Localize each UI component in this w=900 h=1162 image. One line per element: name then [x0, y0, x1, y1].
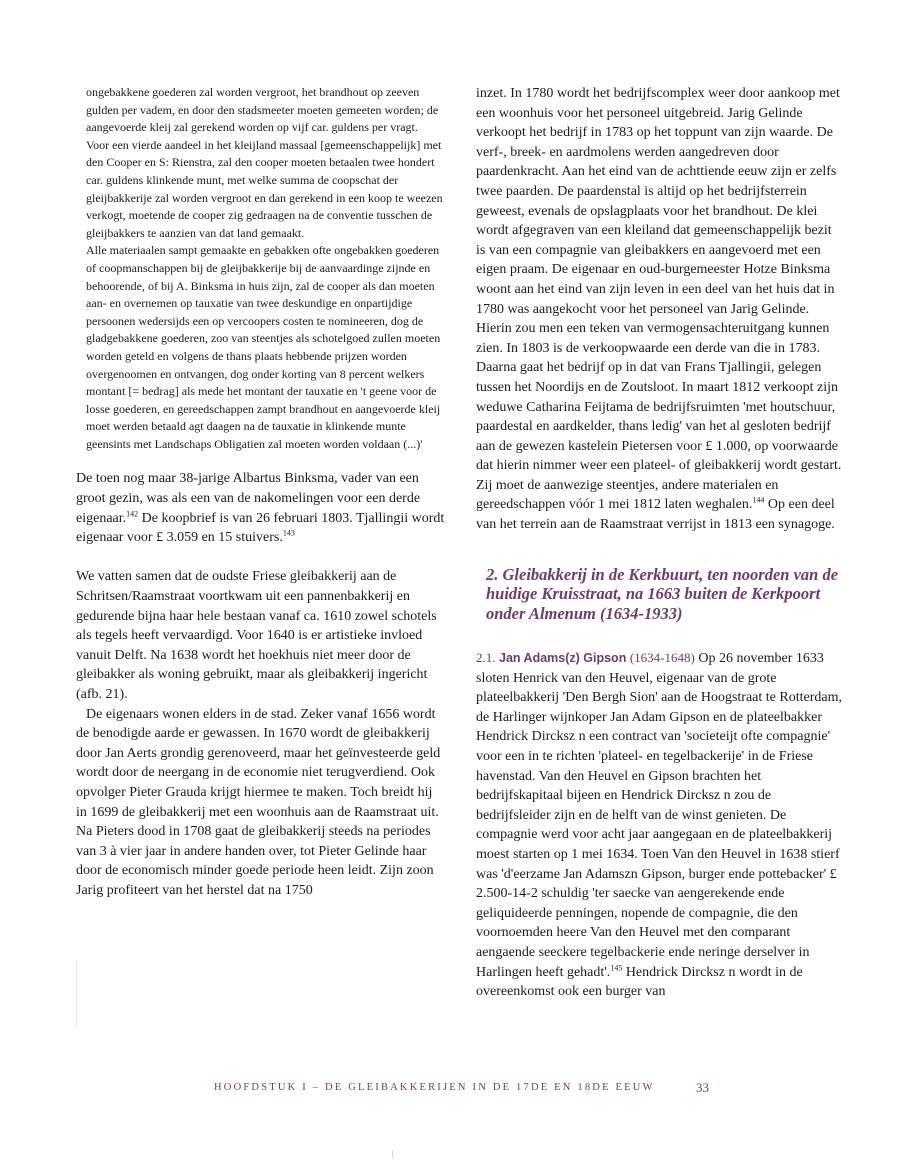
page-number: 33 — [696, 1080, 709, 1095]
footnote-ref[interactable]: 145 — [610, 962, 623, 972]
body-paragraph: De toen nog maar 38-jarige Albartus Binksma, vader van een groot gezin, was als een van de nakomelingen voor een derde eigenaar.$^{142}$ De koopbrief is van 26 februari 1803. Tjallingii wordt eigenaar voor £ 3.059 en 15 stuivers.$^{143}$ — [76, 471, 445, 546]
footnote-ref[interactable]: 143 — [282, 528, 295, 538]
footnote-ref[interactable]: 144 — [752, 495, 765, 505]
subsection-number: 2.1. — [476, 650, 496, 666]
footnote-ref[interactable]: 142 — [126, 509, 139, 518]
block-quote — [76, 84, 446, 453]
body-paragraph: De eigenaars wonen elders in de stad. Zeker vanaf 1656 wordt de benodigde aarde er gewassen. In 1670 wordt de gleibakkerij door Jan Aerts grondig gerenoveerd, maar het geïnvesteerde geld wordt door de neergang in de economie niet terugverdiend. Ook opvolger Pieter Grauda krijgt hiermee te maken. Toch breidt hij in 1699 de gleibakkerij met een woonhuis aan de Raamstraat uit. Na Pieters dood in 1708 gaat de gleibakkerij steeds na periodes van 3 à vier jaar in andere handen over, tot Pieter Gelinde haar door de economisch minder goede periode heen leidt. Zijn zoon Jarig profiteert van het herstel dat na 1750 — [76, 706, 441, 898]
body-paragraph: 2.1. Jan Adams(z) Gipson (1634-1648) Op 26 november 1633 sloten Henrick van den Heuvel, eigenaar van de grote plateelbakkerij 'Den Bergh Sion' aan de Hoogstraat te Rotterdam, de Harlinger wijnkoper Jan Adam Gipson en de plateelbakker Hendrick Dircksz n een contract van 'societeijt ofte compagnie' voor een in te richten 'plateel- en tegelbackerije' in de Friese havenstad. Van den Heuvel en Gipson brachten het bedrijfskapitaal bijeen en Hendrick Dircksz n zou de bedrijfsleider zijn en de helft van de winst genieten. De compagnie werd voor acht jaar aangegaan en de plateelbakkerij moest starten op 1 mei 1634. Toen Van den Heuvel in 1638 stierf was 'd'eerzame Jan Adamszn Gipson, burger ende pottebacker' £ 2.500-14-2 schuldig 'ter saecke van aengerekende ende geliquideerde penningen, nopende de compagnie, die den voornoemden heere Van den Heuvel met den comparant aengaende seeckere tegelbackerie ende neringe derselver in Harlingen heeft gehadt'.$^{145}$ Hendrick Dircksz n wordt in de overeenkomst ook een burger van — [476, 650, 842, 1000]
margin-rule — [76, 960, 77, 1028]
crop-mark — [392, 1150, 393, 1158]
section-heading: 2. Gleibakkerij in de Kerkbuurt, ten noorden van de huidige Kruisstraat, na 1663 buiten de Kerkpoort onder Almenum (1634-1933) — [486, 564, 839, 624]
body-paragraph: We vatten samen dat de oudste Friese gleibakkerij aan de Schritsen/Raamstraat voortkwam uit een pannenbakkerij en gedurende bijna haar hele bestaan vanaf ca. 1610 zowel schotels als tegels heeft vervaardigd. Voor 1640 is er artistieke invloed vanuit Delft. Na 1638 wordt het hoekhuis niet meer door de gleibakker als woning gebruikt, maar als gleibakkerij ingericht (afb. 21). — [76, 569, 437, 702]
left-column — [76, 84, 446, 901]
quote-paragraph: Voor een vierde aandeel in het kleijland massaal [gemeenschappelijk] met den Cooper en S: Rienstra, zal den cooper moeten betaalen twee hondert car. guldens klinkende munt, met welke summa de coopschat der gleijbakkerije zal worden vergroot en dan gerekend in een koop te weezen verkogt, moetende de cooper zig gedraagen na de conventie tusschen de gleijbakkers te aanzien van dat land gemaakt. — [86, 137, 443, 240]
subsection-title: Jan Adams(z) Gipson — [499, 651, 627, 666]
right-column — [476, 84, 842, 1002]
quote-paragraph: ongebakkene goederen zal worden vergroot, het brandhout op zeeven gulden per vadem, en door den stadsmeeter moeten gemeeten worden; de aangevoerde kleij zal gerekend worden op vijf car. guldens per vragt. — [86, 85, 439, 135]
quote-paragraph: Alle materiaalen sampt gemaakte en gebakken ofte ongebakken goederen of coopmanschappen bij de gleijbakkerije bij de aanvaardinge zijnde en behoorende, of bij A. Binksma in huis zijn, zal de cooper als dan moeten aan- en overnemen op tauxatie van twee deskundige en onpartijdige persoonen wedersijds een op vercoopers costen te nomineeren, dog de gladgebakkene goederen, zoo van steentjes als schotelgoed zullen moeten worden geteld en volgens de thans plaats hebbende prijzen worden overgenoomen en ontvangen, dog onder korting van 8 percent welkers montant [= bedrag] als mede het montant der tauxatie en 't geene voor de losse goederen, en gereedschappen zampt brandhout en aangevoerde kleij moet werden betaald agt daagen na de tauxatie in klinkende munte geensints met Landschaps Obligatien zal moeten worden voldaan (...)' — [86, 243, 441, 451]
subsection-years: (1634-1648) — [629, 650, 695, 666]
running-head: HOOFDSTUK I – DE GLEIBAKKERIJEN IN DE 17DE EN 18DE EEUW — [214, 1082, 655, 1093]
body-paragraph: inzet. In 1780 wordt het bedrijfscomplex weer door aankoop met een woonhuis voor het personeel uitgebreid. Jarig Gelinde verkoopt het bedrijf in 1783 op het toppunt van zijn waarde. De verf-, breek- en aardmolens werden aangedreven door paardenkracht. Aan het eind van de achttiende eeuw zijn er zelfs twee paarden. De paardenstal is altijd op het bedrijfsterrein geweest, evenals de opslagplaats voor het brandhout. De klei wordt afgegraven van een kleiland dat gemeenschappelijk bezit is van een compagnie van gleibakkers en aangevoerd met een eigen praam. De eigenaar en oud-burgemeester Hotze Binksma woont aan het eind van zijn leven in een deel van het huis dat in 1780 was aangekocht voor het personeel van Jarig Gelinde. Hierin zou men een teken van vermogensachteruitgang kunnen zien. In 1803 is de verkoopwaarde een derde van die in 1783. Daarna gaat het bedrijf op in dat van Frans Tjallingii, gelegen tussen het Noordijs en de Zoutsloot. In maart 1812 verkoopt zijn weduwe Catharina Feijtama de bedrijfsruimten 'met houtschuur, paardestal en aardkelder, thans ledig' van het al gesloten bedrijf aan de gewezen kastelein Pietersen voor £ 1.000, op voorwaarde dat hierin nimmer weer een plateel- of gleibakkerij wordt gestart. Zij moet de aanwezige steentjes, andere materialen en gereedschappen vóór 1 mei 1812 laten weghalen.$^{144}$ Op een deel van het terrein aan de Raamstraat verrijst in 1813 een synagoge. — [476, 86, 842, 533]
